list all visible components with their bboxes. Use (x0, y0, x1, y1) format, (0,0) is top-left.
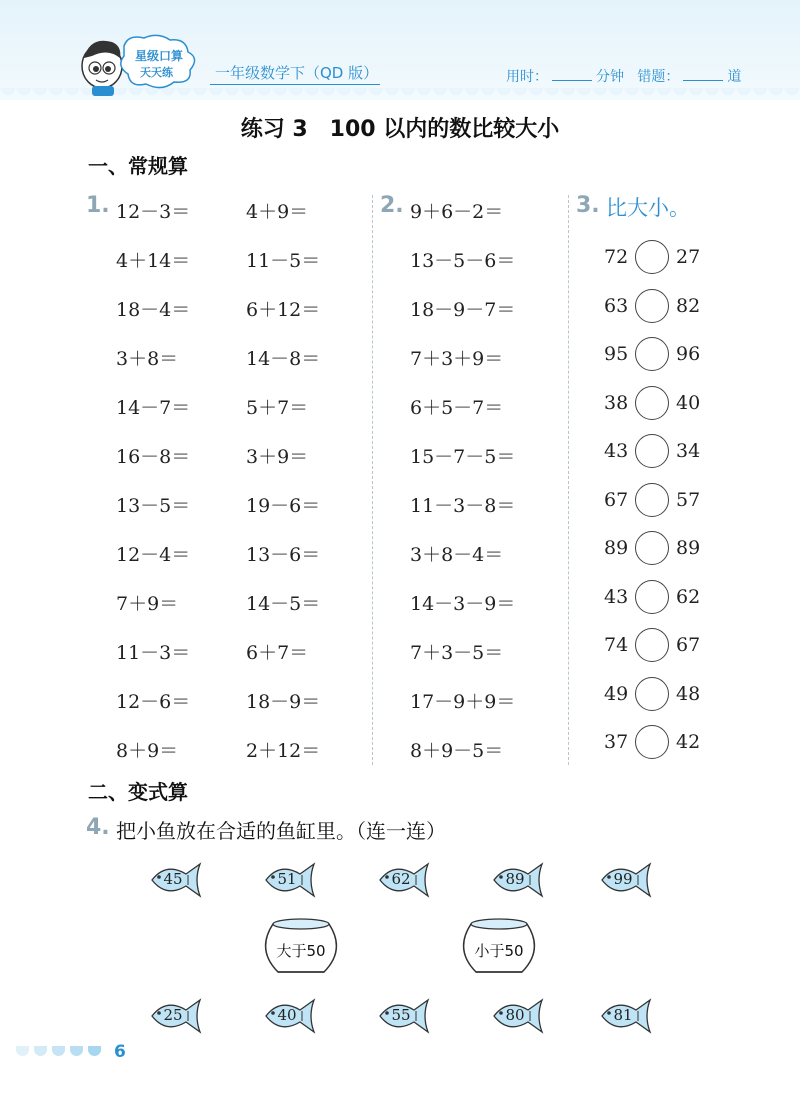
compare-left-number: 95 (604, 343, 629, 365)
compare-left-number: 74 (604, 634, 629, 656)
compare-answer-circle[interactable] (635, 483, 669, 517)
arithmetic-item: 13－5＝ (116, 495, 191, 517)
compare-answer-circle[interactable] (635, 289, 669, 323)
compare-row (596, 386, 716, 426)
question-4-text: 把小鱼放在合适的鱼缸里。（连一连） (116, 819, 446, 843)
mascot-logo-icon (78, 28, 218, 98)
compare-answer-circle[interactable] (635, 677, 669, 711)
compare-right-number: 34 (676, 440, 701, 462)
compare-left-number: 72 (604, 246, 629, 268)
compare-left-number: 63 (604, 295, 629, 317)
compare-left-number: 37 (604, 731, 629, 753)
arithmetic-item: 18－9－7＝ (410, 299, 516, 321)
compare-left-number: 67 (604, 489, 629, 511)
book-title-underline (210, 84, 380, 85)
compare-right-number: 67 (676, 634, 701, 656)
section-title-variant: 二、变式算 (88, 780, 188, 804)
compare-right-number: 40 (676, 392, 701, 414)
page-title: 练习 3 100 以内的数比较大小 (240, 117, 560, 142)
fish-bowl[interactable] (262, 916, 340, 978)
arithmetic-item: 19－6＝ (246, 495, 321, 517)
compare-right-number: 82 (676, 295, 701, 317)
arithmetic-item: 2＋12＝ (246, 740, 321, 762)
fish-card[interactable] (598, 994, 654, 1038)
fish-card[interactable] (262, 994, 318, 1038)
arithmetic-item: 12－6＝ (116, 691, 191, 713)
question-number-3: 3. (576, 193, 600, 218)
compare-left-number: 43 (604, 440, 629, 462)
column-divider (372, 195, 373, 765)
time-error-record (506, 66, 741, 86)
arithmetic-item: 4＋14＝ (116, 250, 191, 272)
arithmetic-item: 3＋8＝ (116, 348, 179, 370)
bowl-label: 小于50 (474, 942, 524, 960)
question-3-label: 比大小。 (606, 196, 690, 220)
fish-number: 62 (391, 870, 411, 888)
question-number-4: 4. (86, 815, 110, 840)
compare-row (596, 531, 716, 571)
compare-right-number: 48 (676, 683, 701, 705)
fish-card[interactable] (490, 858, 546, 902)
arithmetic-item: 15－7－5＝ (410, 446, 516, 468)
arithmetic-item: 5＋7＝ (246, 397, 309, 419)
section-title-regular: 一、常规算 (88, 154, 188, 178)
footer-decoration (16, 1046, 29, 1056)
compare-left-number: 43 (604, 586, 629, 608)
compare-answer-circle[interactable] (635, 628, 669, 662)
arithmetic-item: 7＋3－5＝ (410, 642, 504, 664)
arithmetic-item: 12－3＝ (116, 201, 191, 223)
arithmetic-item: 11－3－8＝ (410, 495, 516, 517)
compare-left-number: 89 (604, 537, 629, 559)
fish-number: 45 (163, 870, 183, 888)
compare-row (596, 337, 716, 377)
fish-card[interactable] (376, 858, 432, 902)
arithmetic-item: 13－6＝ (246, 544, 321, 566)
arithmetic-item: 4＋9＝ (246, 201, 309, 223)
compare-right-number: 27 (676, 246, 701, 268)
arithmetic-item: 17－9＋9＝ (410, 691, 516, 713)
footer-decoration (34, 1046, 47, 1056)
compare-right-number: 96 (676, 343, 701, 365)
compare-left-number: 38 (604, 392, 629, 414)
compare-row (596, 725, 716, 765)
compare-right-number: 62 (676, 586, 701, 608)
arithmetic-item: 3＋9＝ (246, 446, 309, 468)
mascot-text-top: 星级口算 (135, 49, 184, 63)
footer-decoration (88, 1046, 101, 1056)
fish-number: 99 (613, 870, 633, 888)
time-unit: 分钟 (596, 69, 624, 85)
arithmetic-item: 14－8＝ (246, 348, 321, 370)
arithmetic-item: 11－3＝ (116, 642, 191, 664)
compare-right-number: 42 (676, 731, 701, 753)
compare-answer-circle[interactable] (635, 725, 669, 759)
arithmetic-item: 14－3－9＝ (410, 593, 516, 615)
compare-answer-circle[interactable] (635, 337, 669, 371)
arithmetic-item: 13－5－6＝ (410, 250, 516, 272)
errors-unit: 道 (727, 69, 742, 85)
arithmetic-item: 3＋8－4＝ (410, 544, 504, 566)
arithmetic-item: 9＋6－2＝ (410, 201, 504, 223)
fish-number: 80 (505, 1006, 525, 1024)
compare-right-number: 89 (676, 537, 701, 559)
arithmetic-item: 12－4＝ (116, 544, 191, 566)
time-blank[interactable] (552, 68, 592, 81)
arithmetic-item: 18－4＝ (116, 299, 191, 321)
compare-answer-circle[interactable] (635, 386, 669, 420)
fish-card[interactable] (262, 858, 318, 902)
question-number-1: 1. (86, 193, 110, 218)
compare-left-number: 49 (604, 683, 629, 705)
fish-card[interactable] (490, 994, 546, 1038)
fish-card[interactable] (148, 858, 204, 902)
fish-card[interactable] (598, 858, 654, 902)
page-number: 6 (114, 1042, 126, 1062)
arithmetic-item: 16－8＝ (116, 446, 191, 468)
fish-number: 89 (505, 870, 525, 888)
fish-card[interactable] (376, 994, 432, 1038)
compare-answer-circle[interactable] (635, 434, 669, 468)
fish-card[interactable] (148, 994, 204, 1038)
arithmetic-item: 11－5＝ (246, 250, 321, 272)
compare-row (596, 483, 716, 523)
arithmetic-item: 18－9＝ (246, 691, 321, 713)
compare-answer-circle[interactable] (635, 240, 669, 274)
mascot-text-bottom: 天天练 (140, 66, 173, 79)
arithmetic-item: 8＋9－5＝ (410, 740, 504, 762)
arithmetic-item: 14－5＝ (246, 593, 321, 615)
compare-row (596, 628, 716, 668)
arithmetic-item: 6＋7＝ (246, 642, 309, 664)
arithmetic-item: 7＋9＝ (116, 593, 179, 615)
fish-number: 40 (277, 1006, 297, 1024)
arithmetic-item: 6＋5－7＝ (410, 397, 504, 419)
book-title: 一年级数学下（QD 版） (215, 64, 379, 82)
errors-blank[interactable] (683, 68, 723, 81)
compare-row (596, 677, 716, 717)
compare-row (596, 580, 716, 620)
compare-row (596, 240, 716, 280)
compare-row (596, 434, 716, 474)
compare-right-number: 57 (676, 489, 701, 511)
question-number-2: 2. (380, 193, 404, 218)
arithmetic-item: 7＋3＋9＝ (410, 348, 504, 370)
footer-decoration (52, 1046, 65, 1056)
footer-decoration (70, 1046, 83, 1056)
fish-number: 55 (391, 1006, 411, 1024)
compare-answer-circle[interactable] (635, 580, 669, 614)
time-label: 用时： (506, 69, 548, 85)
arithmetic-item: 8＋9＝ (116, 740, 179, 762)
arithmetic-item: 14－7＝ (116, 397, 191, 419)
compare-answer-circle[interactable] (635, 531, 669, 565)
arithmetic-item: 6＋12＝ (246, 299, 321, 321)
errors-label: 错题： (637, 69, 680, 85)
fish-number: 51 (277, 870, 297, 888)
column-divider (568, 195, 569, 765)
compare-row (596, 289, 716, 329)
fish-number: 25 (163, 1006, 183, 1024)
fish-number: 81 (613, 1006, 633, 1024)
fish-bowl[interactable] (460, 916, 538, 978)
bowl-label: 大于50 (276, 942, 326, 960)
